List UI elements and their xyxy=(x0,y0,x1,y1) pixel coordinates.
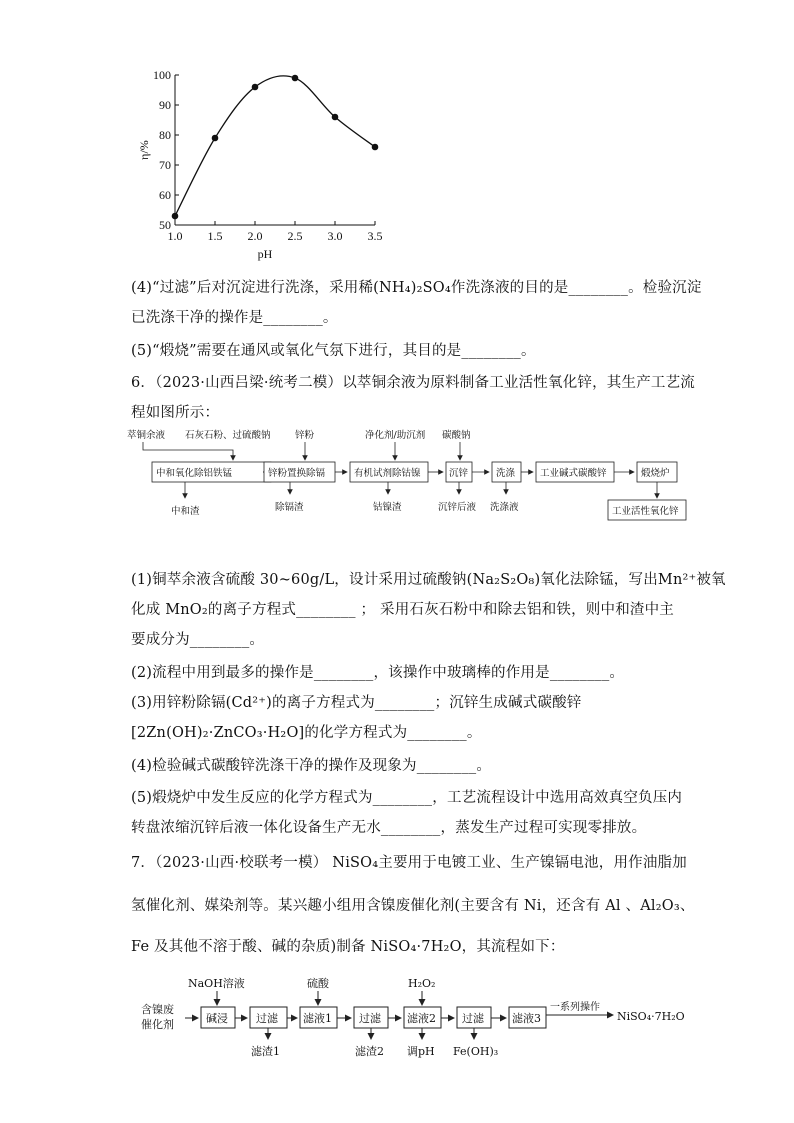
x-tick-label: 3.0 xyxy=(327,229,343,243)
flow7-series-op: 一系列操作 xyxy=(550,1002,600,1013)
p6-q4: (4)检验碱式碳酸锌洗涤干净的操作及现象为________。 xyxy=(131,758,492,774)
flow6-box-organic: 有机试剂除钴镍 xyxy=(354,468,421,479)
y-tick-label: 100 xyxy=(153,68,171,82)
flow7-start-line1: 含镍废 xyxy=(141,1003,174,1016)
p7-line3: Fe 及其他不溶于酸、碱的杂质)制备 NiSO₄·7H₂O，其流程如下： xyxy=(131,939,565,955)
flow6-box-product: 工业活性氧化锌 xyxy=(612,506,679,517)
flow7-start-line2: 催化剂 xyxy=(141,1018,174,1031)
flow7-box-filter3: 过滤 xyxy=(462,1012,484,1025)
p6-q2: (2)流程中用到最多的操作是________，该操作中玻璃棒的作用是________。 xyxy=(131,665,625,681)
flow-diagram-nickel-sulfate xyxy=(135,975,695,1065)
y-tick-label: 50 xyxy=(159,218,171,232)
flow6-box-wash: 洗涤 xyxy=(496,468,516,479)
flow7-box-filtrate2: 滤液2 xyxy=(407,1012,436,1025)
y-tick-label: 60 xyxy=(159,188,171,202)
flow6-box-precipitate: 沉锌 xyxy=(449,468,469,479)
flow6-input-reagent3: 净化剂/助沉剂 xyxy=(365,430,426,441)
data-point xyxy=(172,213,179,220)
flow6-box-furnace: 煅烧炉 xyxy=(641,468,670,479)
p7-line1: 7．（2023·山西·校联考一模） NiSO₄主要用于电镀工业、生产镍镉电池，用作油脂加 xyxy=(131,855,687,871)
q4-line1: (4)“过滤”后对沉淀进行洗涤，采用稀(NH₄)₂SO₄作洗涤液的目的是________。检验沉淀 xyxy=(131,280,702,296)
p6-intro-line1: 6．（2023·山西吕梁·统考二模）以萃铜余液为原料制备工业活性氧化锌，其生产工艺流 xyxy=(131,375,695,391)
data-point xyxy=(332,114,339,121)
flow6-input-raw: 萃铜余液 xyxy=(127,430,166,441)
y-tick-label: 80 xyxy=(159,128,171,142)
flow6-box-neutralize: 中和氧化除铝铁锰 xyxy=(156,468,233,479)
flow7-box-filter1: 过滤 xyxy=(256,1012,278,1025)
flow6-input-zinc: 锌粉 xyxy=(295,430,315,441)
p6-intro-line2: 程如图所示： xyxy=(131,405,220,421)
flow6-out-neutral-residue: 中和渣 xyxy=(171,506,200,517)
y-tick-label: 90 xyxy=(159,98,171,112)
flow6-out-wash-liquid: 洗涤液 xyxy=(490,502,519,513)
flow7-adjust-ph: 调pH xyxy=(407,1045,435,1058)
efficiency-ph-chart xyxy=(120,55,390,270)
p6-q1-line2: 化成 MnO₂的离子方程式________ ； 采用石灰石粉中和除去铝和铁，则中和渣中主 xyxy=(131,602,675,618)
flow7-box-filtrate1: 滤液1 xyxy=(303,1012,332,1025)
flow7-box-filter2: 过滤 xyxy=(359,1012,381,1025)
flow6-input-reagent1: 石灰石粉、过硫酸钠 xyxy=(185,430,271,441)
data-point xyxy=(372,144,379,151)
flow6-box-basic-carbonate: 工业碱式碳酸锌 xyxy=(540,468,607,479)
data-point xyxy=(292,75,299,82)
flow7-product: NiSO₄·7H₂O xyxy=(617,1010,685,1023)
flow6-box-zinc-replace: 锌粉置换除镉 xyxy=(268,468,326,479)
x-tick-label: 2.5 xyxy=(287,229,303,243)
flow6-out-after-liquid: 沉锌后液 xyxy=(438,502,477,513)
flow6-out-co-ni-residue: 钴镍渣 xyxy=(373,502,402,513)
q5-text: (5)“煅烧”需要在通风或氧化气氛下进行，其目的是________。 xyxy=(131,343,536,359)
x-tick-label: 3.5 xyxy=(367,229,383,243)
p6-q5-line1: (5)煅烧炉中发生反应的化学方程式为________，工艺流程设计中选用高效真空负压内 xyxy=(131,790,683,806)
p6-q1-line1: (1)铜萃余液含硫酸 30~60g/L，设计采用过硫酸钠(Na₂S₂O₈)氧化法除锰，写出Mn²⁺被氧 xyxy=(131,572,726,588)
flow7-feoh3: Fe(OH)₃ xyxy=(453,1045,499,1058)
flow7-residue1: 滤渣1 xyxy=(251,1045,280,1058)
y-axis-label: η/% xyxy=(137,140,151,160)
flow7-box-filtrate3: 滤液3 xyxy=(512,1012,541,1025)
y-tick-label: 70 xyxy=(159,158,171,172)
x-tick-label: 2.0 xyxy=(247,229,263,243)
x-axis-label: pH xyxy=(257,247,273,261)
x-tick-label: 1.5 xyxy=(207,229,223,243)
p7-line2: 氢催化剂、媒染剂等。某兴趣小组用含镍废催化剂(主要含有 Ni，还含有 Al 、Al₂O₃、 xyxy=(131,898,695,914)
flow-diagram-zinc-oxide xyxy=(125,428,705,528)
x-tick-label: 1.0 xyxy=(167,229,183,243)
p6-q1-line3: 要成分为________。 xyxy=(131,632,265,648)
data-point xyxy=(212,135,219,142)
p6-q5-line2: 转盘浓缩沉锌后液一体化设备生产无水________，蒸发生产过程可实现零排放。 xyxy=(131,820,647,836)
p6-q3-line1: (3)用锌粉除镉(Cd²⁺)的离子方程式为________；沉锌生成碱式碳酸锌 xyxy=(131,695,582,711)
flow7-naoh: NaOH溶液 xyxy=(188,977,245,990)
flow7-h2so4: 硫酸 xyxy=(307,977,329,990)
flow7-box-alkali: 碱浸 xyxy=(206,1012,228,1025)
data-point xyxy=(252,84,259,91)
flow6-input-soda: 碳酸钠 xyxy=(442,430,471,441)
series-line xyxy=(175,76,375,216)
p6-q3-line2: [2Zn(OH)₂·ZnCO₃·H₂O]的化学方程式为________。 xyxy=(131,725,482,741)
flow7-h2o2: H₂O₂ xyxy=(408,977,436,990)
flow6-out-cd-residue: 除镉渣 xyxy=(275,502,304,513)
flow7-residue2: 滤渣2 xyxy=(355,1045,384,1058)
q4-line2: 已洗涤干净的操作是________。 xyxy=(131,310,338,326)
